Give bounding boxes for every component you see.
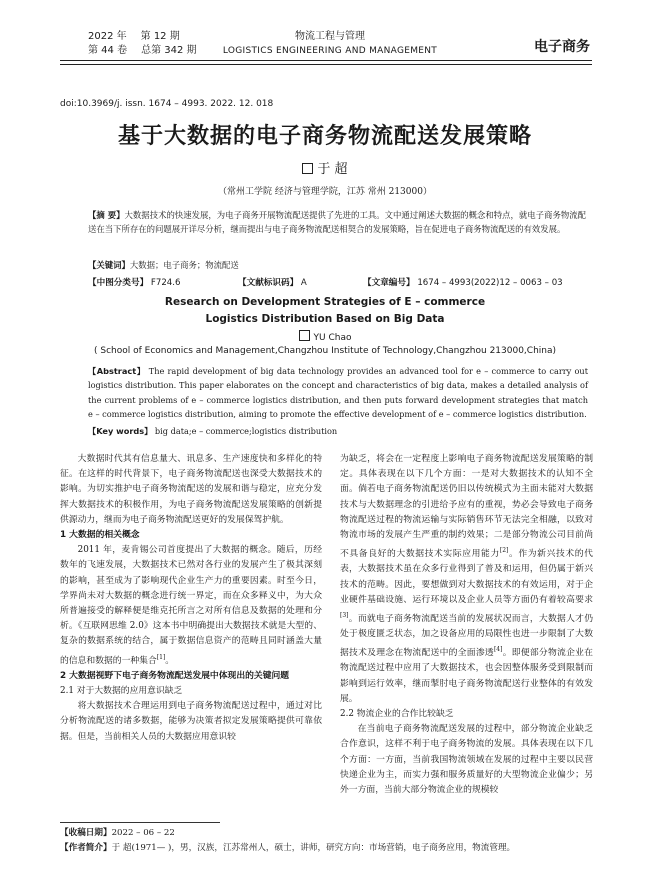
- classification-line: [88, 276, 563, 288]
- clc-value: F724.6: [150, 278, 181, 288]
- abstract-label: 【摘 要】: [88, 210, 125, 220]
- author-bio: 于 超(1971— )，男，汉族，江苏常州人，硕士，讲师，研究方向：市场营销，电子商务应用，物流管理。: [111, 843, 516, 853]
- citation: [4]: [493, 646, 503, 654]
- text-run: 。作为新兴技术的代表，大数据技术虽在众多行业得到了普及和运用，但仍属于新兴技术的范畴。因此，要想做到对大数据技术的有效运用，对于企业硬件基础设施、运行环境以及企业人员等方面仍有着较高要求: [340, 549, 593, 605]
- section-heading-2: 2 大数据视野下电子商务物流配送发展中体现出的关键问题: [60, 670, 290, 681]
- citation: [1]: [156, 653, 166, 661]
- english-author-line: [0, 330, 650, 343]
- year: 2022 年: [88, 31, 127, 42]
- section-label: 电子商务: [534, 39, 590, 55]
- citation: [2]: [499, 547, 509, 555]
- article-title: 基于大数据的电子商务物流配送发展策略: [117, 123, 532, 149]
- abstract-cn: [88, 208, 586, 236]
- author-bio-label: 【作者简介】: [60, 843, 112, 853]
- author-line: [0, 158, 650, 177]
- footnote: [60, 826, 515, 856]
- body-column-right: [340, 452, 593, 798]
- keywords-en-label: 【Key words】: [88, 426, 153, 436]
- section-heading-1: 1 大数据的相关概念: [60, 530, 140, 541]
- box-icon: [299, 330, 310, 341]
- article-no-label: 【文章编号】: [363, 278, 415, 288]
- clc-label: 【中图分类号】: [88, 278, 149, 288]
- text-run: 。而就电子商务物流配送当前的发展状况而言，大数据人才仍处于极度匮乏状态，加之设备应用的局限性也进一步限制了大数据技术及理念在物流配送中的全面渗透: [340, 613, 593, 659]
- affiliation: （常州工学院 经济与管理学院，江苏 常州 213000）: [218, 187, 432, 197]
- doi: doi:10.3969/j. issn. 1674 – 4993. 2022. 12. 018: [60, 99, 274, 109]
- english-affiliation: ( School of Economics and Management,Changzhou Institute of Technology,Changzhou 213000,China): [93, 346, 557, 356]
- received-date: 2022 – 06 – 22: [111, 828, 175, 838]
- intro-paragraph: 大数据时代其有信息量大、讯息多、生产速度快和多样化的特征。在这样的时代背景下，电子商务物流配送也深受大数据技术的影响。为切实推护电子商务物流配送的发展和谐与稳定，应充分发挥大数据技术的积极作用，为电子商务物流配送发展策略的创新提供源动力，继而为电子商务物流配送更好的发展保驾护航。: [60, 454, 322, 525]
- abstract-en-label: 【Abstract】: [88, 366, 146, 376]
- keywords-en: [88, 424, 588, 438]
- english-title-line1: Research on Development Strategies of E – commerce: [164, 296, 486, 308]
- paragraph-1-text: 2011 年，麦肯锡公司首度提出了大数据的概念。随后，历经数年的飞速发展，大数据技术已然对各行业的发展产生了极其深刻的影响，甚至成为了影响现代企业生产力的重要因素。时至今日，学界尚未对大数据的概念进行统一界定，而在众多释义中，为大众所普遍接受的解释便是维克托所言之对所有信息及数据的处理和分析。《互联网思维 2.0》这本书中明确提出大数据技术就是大型的、复杂的数据系统的结合，属于数据信息资产的范畴且同时涵盖大量的信息和数据的一种集合: [60, 545, 322, 666]
- english-author: YU Chao: [313, 333, 352, 343]
- keywords-text: 大数据；电子商务；物流配送: [129, 260, 239, 270]
- issue: 第 12 期: [140, 31, 180, 42]
- keywords-en-text: big data;e – commerce;logistics distribution: [154, 426, 338, 436]
- paragraph-2-1: 将大数据技术合理运用到电子商务物流配送过程中，通过对比分析物流配送的诸多数据，能够为决策者拟定发展策略提供可靠依据。但是，当前相关人员的大数据应用意识较: [60, 701, 322, 742]
- keywords-label: 【关键词】: [88, 260, 130, 270]
- paragraph-1: [60, 543, 322, 669]
- subsection-heading-2-1: 2.1 对于大数据的应用意识缺乏: [60, 685, 183, 696]
- english-title-line2: Logistics Distribution Based on Big Data: [205, 313, 445, 325]
- total-issue: 总第 342 期: [141, 45, 197, 56]
- text-run: 为缺乏，将会在一定程度上影响电子商务物流配送发展策略的制定。具体表现在以下几个方面：一是对大数据技术的认知不全面。倘若电子商务物流配送仍旧以传统模式为主面未能对大数据技术与大数据理念的引进给予应有的重视，势必会导致电子商务物流配送过程的物流运输与实际销售环节无法完全相融，以致对物流市场的发展产生严重的制约效果；二是部分物流公司目前尚不具备良好的大数据技术实际应用能力: [340, 454, 593, 560]
- doc-code-label: 【文献标识码】: [238, 278, 299, 288]
- citation: [3]: [340, 611, 349, 619]
- journal-name: [220, 30, 440, 58]
- abstract-text: 大数据技术的快速发展，为电子商务开展物流配送提供了先进的工具。文中通过阐述大数据的概念和特点，就电子商务物流配送在当下所存在的问题展开详尽分析，继而提出与电子商务物流配送相契合的发展策略，旨在促进电子商务物流配送的有效发展。: [88, 210, 586, 234]
- box-icon: [302, 163, 313, 174]
- volume: 第 44 卷: [88, 45, 128, 56]
- paragraph-2-2: 在当前电子商务物流配送发展的过程中，部分物流企业缺乏合作意识，这样不利于电子商务物流的发展。具体表现在以下几个方面：一方面，当前我国物流领域在发展的过程中主要以民营快递企业为主，而实力强和服务质量好的大型物流企业偏少；另外一方面，当前大部分物流企业的规模较: [340, 724, 593, 796]
- text-run: 。即便部分物流企业在物流配送过程中应用了大数据技术，也会因整体服务受到限制而影响到运行效率，继而掣肘电子商务物流配送行业整体的有效发展。: [340, 648, 593, 704]
- journal-issue-info: [88, 30, 211, 58]
- doc-code-value: A: [300, 278, 307, 288]
- footnote-rule: [60, 822, 220, 823]
- received-label: 【收稿日期】: [60, 828, 112, 838]
- abstract-en: [88, 364, 588, 422]
- paragraph-2-1-continued: [340, 452, 593, 707]
- paragraph-1-end: 。: [165, 655, 175, 666]
- header-rule-thin: [60, 64, 592, 65]
- body-column-left: [60, 452, 322, 745]
- article-no-value: 1674 – 4993(2022)12 – 0063 – 03: [417, 278, 563, 288]
- keywords-cn: [88, 258, 586, 272]
- journal-name-en: LOGISTICS ENGINEERING AND MANAGEMENT: [222, 46, 438, 56]
- author-name: 于 超: [317, 162, 348, 177]
- journal-name-cn: 物流工程与管理: [295, 31, 365, 42]
- header-rule: [60, 60, 592, 61]
- subsection-heading-2-2: 2.2 物流企业的合作比较缺乏: [340, 709, 454, 720]
- abstract-en-text: The rapid development of big data technology provides an advanced tool for e – commerce to carry out logistics distribution. This paper elaborates on the concept and characteristics of big data, makes a detailed analysis of the current problems of e – commerce logistics distribution, and then puts forward development strategies that match e – commerce logistics distribution, aiming to promote the effective development of e – commerce logistics distribution.: [88, 366, 588, 420]
